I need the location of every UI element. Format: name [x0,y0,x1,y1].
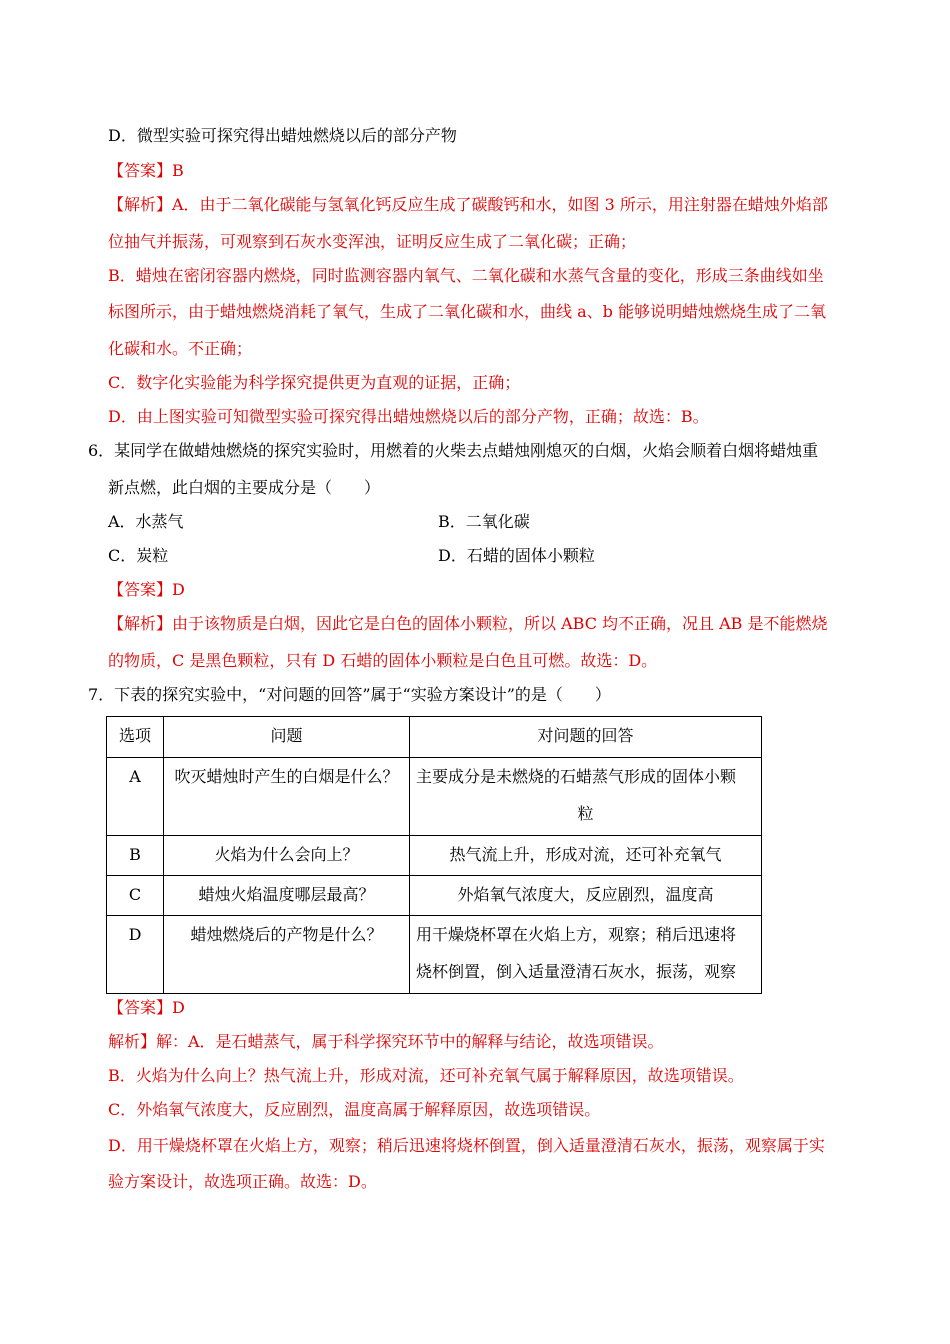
q5-answer: 【答案】B [108,161,184,180]
q5-analysis-line-2: 位抽气并振荡，可观察到石灰水变浑浊，证明反应生成了二氧化碳；正确； [108,232,637,251]
q5-analysis-line-6: C．数字化实验能为科学探究提供更为直观的证据，正确； [108,373,521,392]
row-a-option: A [107,758,164,836]
q7-analysis-line-3: C．外焰氧气浓度大，反应剧烈，温度高属于解释原因，故选项错误。 [108,1100,601,1119]
q5-analysis-line-7: D．由上图实验可知微型实验可探究得出蜡烛燃烧以后的部分产物，正确；故选：B。 [108,407,709,426]
row-b-answer: 热气流上升，形成对流，还可补充氧气 [410,836,762,876]
table-row [107,876,762,916]
row-b-option: B [107,836,164,876]
row-c-option: C [107,876,164,916]
q7-analysis-line-1: 解析】解：A．是石蜡蒸气，属于科学探究环节中的解释与结论，故选项错误。 [108,1032,664,1051]
q6-option-c: C．炭粒 [108,546,169,565]
table-header-row [107,717,762,758]
q6-option-a: A．水蒸气 [108,512,184,531]
q7-analysis-line-5: 验方案设计，故选项正确。故选：D。 [108,1172,377,1191]
q7-analysis-line-2: B．火焰为什么向上？热气流上升，形成对流，还可补充氧气属于解释原因，故选项错误。 [108,1066,744,1085]
q5-analysis-line-4: 标图所示，由于蜡烛燃烧消耗了氧气，生成了二氧化碳和水，曲线 a、b 能够说明蜡烛燃烧生成了二氧 [108,302,826,321]
row-d-question: 蜡烛燃烧后的产物是什么？ [164,916,410,994]
row-d-option: D [107,916,164,994]
q6-stem-line-1: 6．某同学在做蜡烛燃烧的探究实验时，用燃着的火柴去点蜡烛刚熄灭的白烟，火焰会顺着白烟将蜡烛重 [88,441,819,460]
row-d-answer: 用干燥烧杯罩在火焰上方，观察；稍后迅速将 烧杯倒置，倒入适量澄清石灰水，振荡，观察 [410,916,762,994]
header-option: 选项 [107,717,164,758]
q6-analysis-line-2: 的物质，C 是黑色颗粒，只有 D 石蜡的固体小颗粒是白色且可燃。故选：D。 [108,651,658,670]
header-question: 问题 [164,717,410,758]
table-row [107,758,762,836]
q6-option-b: B．二氧化碳 [438,512,530,531]
q5-analysis-line-3: B．蜡烛在密闭容器内燃烧，同时监测容器内氧气、二氧化碳和水蒸气含量的变化，形成三条曲线如坐 [108,266,824,285]
row-c-answer: 外焰氧气浓度大，反应剧烈，温度高 [410,876,762,916]
row-c-question: 蜡烛火焰温度哪层最高？ [164,876,410,916]
q5-analysis-line-1: 【解析】A．由于二氧化碳能与氢氧化钙反应生成了碳酸钙和水，如图 3 所示，用注射器在蜡烛外焰部 [108,195,828,214]
q7-analysis-line-4: D．用干燥烧杯罩在火焰上方，观察；稍后迅速将烧杯倒置，倒入适量澄清石灰水，振荡，观察属于实 [108,1136,825,1155]
row-b-question: 火焰为什么会向上？ [164,836,410,876]
q6-option-d: D．石蜡的固体小颗粒 [438,546,595,565]
q6-stem-line-2: 新点燃，此白烟的主要成分是（ ） [108,478,381,497]
row-a-answer: 主要成分是未燃烧的石蜡蒸气形成的固体小颗 粒 [410,758,762,836]
q6-analysis-line-1: 【解析】由于该物质是白烟，因此它是白色的固体小颗粒，所以 ABC 均不正确，况且 AB 是不能燃烧 [108,614,828,633]
header-answer: 对问题的回答 [410,717,762,758]
q7-table [106,716,762,994]
q5-analysis-line-5: 化碳和水。不正确； [108,339,253,358]
table-row [107,916,762,994]
q5-option-d: D．微型实验可探究得出蜡烛燃烧以后的部分产物 [108,126,457,145]
q6-answer: 【答案】D [108,580,185,599]
q7-stem: 7．下表的探究实验中，“对问题的回答”属于“实验方案设计”的是（ ） [88,685,611,704]
row-a-question: 吹灭蜡烛时产生的白烟是什么？ [164,758,410,836]
q7-answer: 【答案】D [108,998,185,1017]
table-row [107,836,762,876]
